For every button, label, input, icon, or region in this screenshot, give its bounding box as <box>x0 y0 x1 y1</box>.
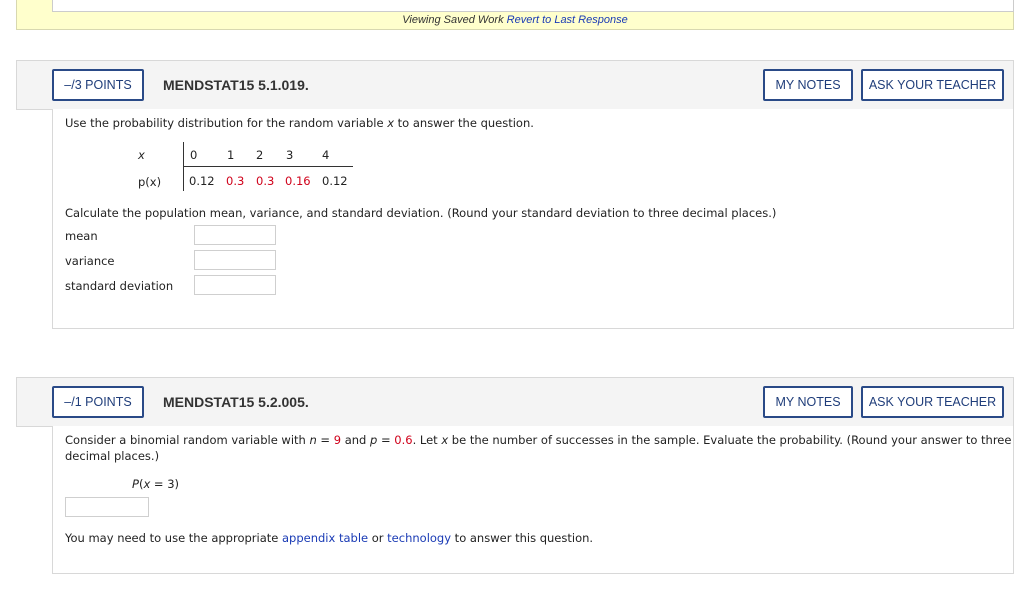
q9-line-2: decimal places.) <box>65 449 160 463</box>
table-horizontal-rule <box>183 166 353 167</box>
question-code-8: MENDSTAT15 5.1.019. <box>163 77 309 93</box>
table-x-value: 0 <box>190 148 198 162</box>
table-x-value: 4 <box>322 148 330 162</box>
q8-intro-post: to answer the question. <box>394 116 534 130</box>
mean-label: mean <box>65 229 98 243</box>
saved-work-text <box>17 14 1013 26</box>
q8-intro-pre: Use the probability distribution for the random variable <box>65 116 388 130</box>
table-p-value: 0.12 <box>189 174 215 188</box>
q9-text: . Let <box>412 433 442 447</box>
q9-text: Consider a binomial random variable with <box>65 433 310 447</box>
probability-answer-input[interactable] <box>65 497 149 517</box>
table-x-value: 1 <box>227 148 235 162</box>
question-9-body <box>52 426 1014 574</box>
prob-p: P <box>132 477 139 491</box>
q9-footer <box>65 531 593 545</box>
q9-text: and <box>341 433 371 447</box>
variance-label: variance <box>65 254 115 268</box>
table-p-label <box>138 175 161 189</box>
q9-footer-text: You may need to use the appropriate <box>65 531 282 545</box>
q9-line-1 <box>65 433 1011 447</box>
table-p-label-text: p(x) <box>138 175 162 189</box>
table-x-value: 3 <box>286 148 294 162</box>
n-variable: n <box>309 433 317 447</box>
q8-intro <box>65 116 534 130</box>
std-dev-input[interactable] <box>194 275 276 295</box>
table-x-value: 2 <box>256 148 264 162</box>
table-p-value: 0.3 <box>256 174 275 188</box>
q8-intro-var: x <box>387 116 394 130</box>
p-value: 0.6 <box>394 433 413 447</box>
prob-open: ( <box>138 477 144 491</box>
variance-input[interactable] <box>194 250 276 270</box>
saved-work-banner <box>16 0 1014 30</box>
q9-footer-text: to answer this question. <box>451 531 594 545</box>
revert-link[interactable]: Revert to Last Response <box>506 14 628 26</box>
q9-text: = <box>377 433 395 447</box>
n-value: 9 <box>333 433 342 447</box>
previous-question-box <box>52 0 1014 12</box>
ask-teacher-button-9[interactable]: ASK YOUR TEACHER <box>861 386 1004 418</box>
table-x-label: x <box>138 148 145 162</box>
prob-rest: = 3) <box>150 477 179 491</box>
p-variable: p <box>370 433 378 447</box>
my-notes-button-8[interactable]: MY NOTES <box>763 69 853 101</box>
probability-expression <box>132 477 179 491</box>
q9-text: = <box>316 433 334 447</box>
std-dev-label: standard deviation <box>65 279 174 293</box>
viewing-saved-label: Viewing Saved Work <box>402 14 504 26</box>
points-button-8[interactable]: –/3 POINTS <box>52 69 144 101</box>
mean-input[interactable] <box>194 225 276 245</box>
q9-text: be the number of successes in the sample. Evaluate the probability. (Round your answer to three <box>448 433 1012 447</box>
question-code-9: MENDSTAT15 5.2.005. <box>163 394 309 410</box>
table-p-value: 0.3 <box>226 174 245 188</box>
x-variable: x <box>441 433 449 447</box>
q8-instruction: Calculate the population mean, variance, and standard deviation. (Round your standard deviation to three decimal places.) <box>65 206 777 220</box>
prob-x: x <box>143 477 151 491</box>
my-notes-button-9[interactable]: MY NOTES <box>763 386 853 418</box>
ask-teacher-button-8[interactable]: ASK YOUR TEACHER <box>861 69 1004 101</box>
technology-link[interactable]: technology <box>387 531 452 545</box>
table-p-value: 0.12 <box>322 174 348 188</box>
points-button-9[interactable]: –/1 POINTS <box>52 386 144 418</box>
q9-footer-text: or <box>368 531 388 545</box>
table-p-value: 0.16 <box>285 174 311 188</box>
appendix-table-link[interactable]: appendix table <box>282 531 369 545</box>
